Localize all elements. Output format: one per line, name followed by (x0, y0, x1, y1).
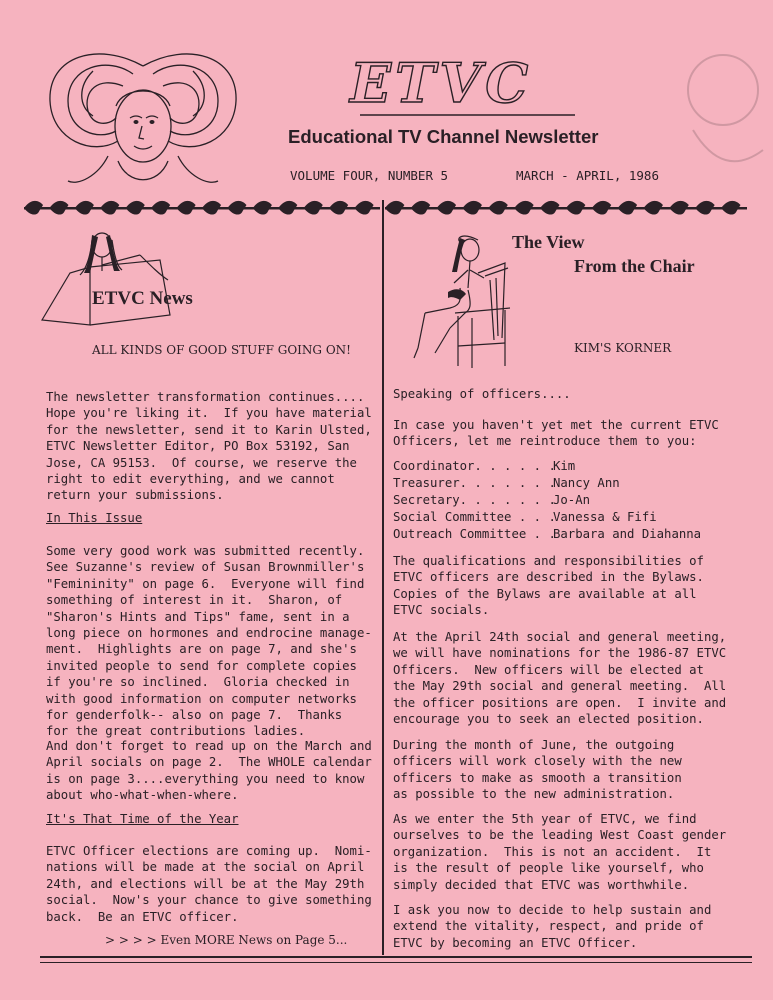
ornament-line (24, 207, 380, 210)
news-heading: ETVC News (92, 288, 193, 309)
masthead-subtitle: Educational TV Channel Newsletter (288, 126, 599, 147)
chair-heading-line2: From the Chair (574, 256, 695, 276)
officer-name: Vanessa & Fifi (553, 510, 657, 524)
chair-paragraph-5: During the month of June, the outgoing officers will work closely with the new officers to make as smooth a transition as possible to the new administration. (393, 738, 682, 802)
elections-paragraph: ETVC Officer elections are coming up. Nomi- nations will be made at the social on April 24th, and elections will be at the May 29th social. Now's your chance to give something back. Be an ETVC officer. (46, 844, 372, 924)
time-of-year-heading: It's That Time of the Year (46, 812, 239, 826)
ornamental-divider-left (24, 197, 380, 219)
logo-illustration (38, 46, 248, 196)
news-intro-paragraph: The newsletter transformation continues.... Hope you're liking it. If you have material for the newsletter, send it to Karin Ulsted, ETVC Newsletter Editor, PO Box 53192, San Jose, CA 95153. Of course, we reserve the right to edit everything, and we cannot return your submissions. (46, 390, 372, 503)
chair-paragraph-3: The qualifications and responsibilities of ETVC officers are described in the Bylaws. Copies of the Bylaws are available at all ETVC socials. (393, 554, 704, 618)
officer-role: Outreach Committee . . (393, 527, 556, 541)
column-rule (382, 200, 384, 955)
officer-role: Coordinator. . . . . . (393, 459, 556, 473)
officer-name: Nancy Ann (553, 476, 620, 490)
officer-role: Treasurer. . . . . . . (393, 476, 556, 490)
officer-name: Barbara and Diahanna (553, 527, 702, 541)
footer-rule-thin (40, 962, 752, 963)
ornament-line (385, 207, 747, 210)
chair-paragraph-2: In case you haven't yet met the current ETVC Officers, let me reintroduce them to you: (393, 418, 719, 449)
masthead-logo-text: ETVC (350, 51, 533, 115)
chair-paragraph-7: I ask you now to decide to help sustain and extend the vitality, respect, and pride of ETVC by becoming an ETVC Officer. (393, 903, 712, 950)
officer-name: Jo-An (553, 493, 591, 507)
officer-role: Secretary. . . . . . . (393, 493, 556, 507)
issue-line (290, 168, 700, 183)
ornamental-divider-right (385, 197, 747, 219)
kims-korner-byline: KIM'S KORNER (574, 341, 672, 355)
masthead-underline (360, 112, 575, 118)
footer-rule (40, 956, 752, 958)
chair-heading-line1: The View (512, 232, 585, 252)
chair-paragraph-1: Speaking of officers.... (393, 387, 571, 401)
chair-paragraph-4: At the April 24th social and general meeting, we will have nominations for the 1986-87 ETVC Officers. New officers will be elected at the May 29th social and general meeting. All the officer positions are open. I invite and encourage you to seek an elected position. (393, 630, 727, 727)
in-this-issue-paragraph: Some very good work was submitted recently. See Suzanne's review of Susan Brownmiller's "Femininity" on page 6. Everyone will find something of interest in it. Sharon, of "Sharon's Hints and Tips" fame, sent in a long piece on hormones and endrocine manage- ment. Highlights are on page 7, and she's invited people to send for complete copies if you're so inclined. Gloria checked in with good information on computer networks for genderfolk-- also on page 7. Thanks for the great contributions ladies. (46, 544, 372, 739)
officer-role: Social Committee . . . (393, 510, 556, 524)
volume-number: VOLUME FOUR, NUMBER 5 (290, 168, 449, 183)
calendar-paragraph: And don't forget to read up on the March and April socials on page 2. The WHOLE calendar is on page 3....everything you need to know about who-what-when-where. (46, 739, 372, 803)
more-news-link: > > > > Even MORE News on Page 5... (105, 933, 348, 947)
news-tagline: ALL KINDS OF GOOD STUFF GOING ON! (92, 343, 351, 357)
chair-illustration (410, 228, 525, 373)
issue-date: MARCH - APRIL, 1986 (516, 168, 659, 183)
chair-paragraph-6: As we enter the 5th year of ETVC, we find ourselves to be the leading West Coast gender organization. This is not an accident. It is the result of people like yourself, who simply decided that ETVC was worthwhile. (393, 812, 727, 892)
in-this-issue-heading: In This Issue (46, 511, 143, 525)
news-illustration (40, 225, 210, 335)
officer-name: Kim (553, 459, 576, 473)
